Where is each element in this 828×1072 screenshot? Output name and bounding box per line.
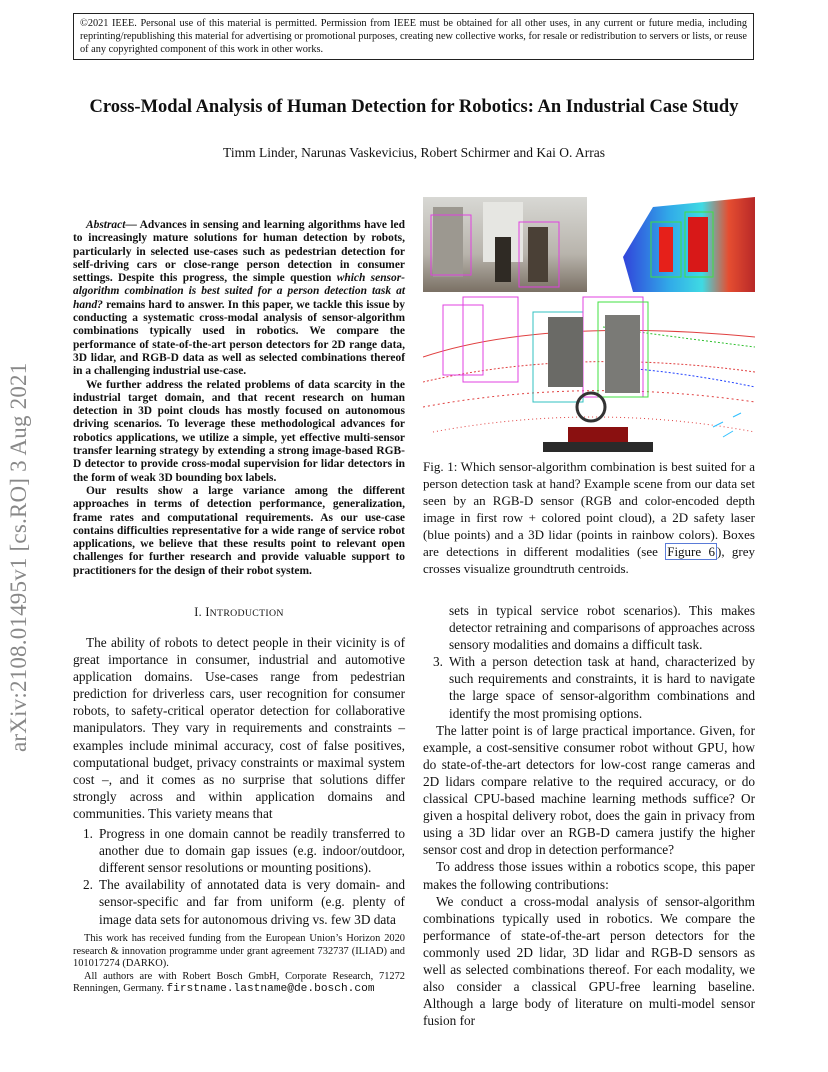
right-column-body (423, 602, 755, 1029)
intro-paragraph-4: We conduct a cross-modal analysis of sensor-algorithm combinations typically used in robotics. We compare the performance of state-of-the-art person detectors for the commonly used 2D lidar, 3D lidar and RGB-D sensors as well as selected combinations thereof. For each modality, we also consider a classical GPU-free learning baseline. Although a large body of literature on multi-model sensor fusion for (423, 893, 755, 1029)
list-item: 2. The availability of annotated data is very domain- and sensor-specific and far from uniform (e.g. plenty of image data sets for autonomous driving vs. few 3D data (83, 877, 405, 927)
contribution-list-left (73, 825, 405, 928)
figure-1-image (423, 197, 755, 452)
funding-note: This work has received funding from the European Union’s Horizon 2020 research & innovation programme under grant agreement 732737 (ILIAD) and 101017274 (DARKO). (73, 933, 405, 970)
section-heading-introduction: I. INTRODUCTION (194, 605, 284, 619)
footnote (73, 933, 405, 996)
list-item: 1. Progress in one domain cannot be readily transferred to another due to domain gap issues (e.g. indoor/outdoor, different sensor resolutions or mounting positions). (83, 826, 405, 876)
arxiv-identifier: arXiv:2108.01495v1 [cs.RO] 3 Aug 2021 (6, 362, 31, 752)
abstract-paragraph-2: We further address the related problems of data scarcity in the industrial target domain, and that recent research on human detection in 3D point clouds has mostly focused on autonomous driving scenarios. To leverage these methodological advances for robotics applications, we utilize a simple, yet effective multi-sensor transfer learning strategy by extending a strong image-based RGB-D detector to provide cross-modal supervision for lidar detectors in the form of weak 3D bounding box labels. (73, 378, 405, 484)
abstract-paragraph-3: Our results show a large variance among the different approaches in terms of detection performance, generalization, frame rates and computational requirements. As our use-case contains difficulties representative for a wide range of service robot applications, we believe that these results point to relevant open challenges for further research and provide valuable support to practitioners for the design of their robot system. (73, 484, 405, 577)
sensor-scene-illustration (423, 197, 755, 452)
author-list: Timm Linder, Narunas Vaskevicius, Robert Schirmer and Kai O. Arras (223, 145, 605, 160)
intro-paragraph-2: The latter point is of large practical importance. Given, for example, a cost-sensitive consumer robot without GPU, how do state-of-the-art detectors for low-cost range cameras and 2D lidars compare relative to the required accuracy, or do classical CPU-based machine learning methods suffice? Or given a hospital delivery robot, does the gain in privacy from using a 3D lidar over an RGB-D camera justify the higher sensor cost and drop in detection performance? (423, 722, 755, 858)
intro-paragraph-1: The ability of robots to detect people in their vicinity is of great importance in consumer, industrial and automotive application domains. Use-cases range from pedestrian prediction for driverless cars, user recognition for consumer robots, to safety-critical operator detection for collaborative manipulators. They vary in requirements and constraints – examples include minimal accuracy, cost of false positives, computational budget, privacy constraints or maximal system cost –, and it comes as no surprise that solutions differ strongly across and within application domains and communities. This variety means that (73, 635, 405, 821)
abstract (73, 219, 405, 578)
figure-1-caption: Fig. 1: Which sensor-algorithm combination is best suited for a person detection task at hand? Example scene from our data set seen by an RGB-D sensor (RGB and color-encoded depth image in first row + colored point cloud), a 2D safety laser (blue points) and a 3D lidar (points in rainbow colors). Boxes are detections in different modalities (see Figure 6 ), grey crosses visualize groundtruth centroids. (423, 459, 755, 576)
email-address: firstname.lastname@de.bosch.com (166, 983, 375, 996)
list-item: 3. With a person detection task at hand, characterized by such requirements and constraints, it is hard to navigate the large space of sensor-algorithm combinations and identify the most promising options. (433, 654, 755, 721)
contribution-list-right (423, 602, 755, 722)
left-column-body (73, 634, 405, 928)
figure-6-link[interactable]: Figure 6 (667, 544, 715, 559)
abstract-paragraph-1: Abstract— Advances in sensing and learning algorithms have led to increasingly mature solutions for human detection by robots, particularly in selected use-cases such as pedestrian detection for self-driving cars or close-range person detection in consumer settings. Despite this progress, the simple question which sensor-algorithm combination is best suited for a person detection task at hand? remains hard to answer. In this paper, we tackle this issue by conducting a systematic cross-modal analysis of sensor-algorithm combinations typically used in robotics. We compare the performance of state-of-the-art person detectors for 2D range data, 3D lidar, and RGB-D data as well as selected combinations thereof in a challenging industrial use-case. (73, 219, 405, 378)
intro-paragraph-3: To address those issues within a robotics scope, this paper makes the following contributions: (423, 859, 755, 892)
abstract-label: Abstract (86, 219, 126, 231)
paper-title: Cross-Modal Analysis of Human Detection for Robotics: An Industrial Case Study (89, 97, 739, 117)
affiliation-note: All authors are with Robert Bosch GmbH, Corporate Research, 71272 Renningen, Germany. firstname.lastname@de.bosch.com (73, 970, 405, 996)
list-item: sets in typical service robot scenarios). This makes detector retraining and comparisons of approaches across sensory modalities and domains a difficult task. (449, 603, 755, 653)
copyright-notice: ©2021 IEEE. Personal use of this material is permitted. Permission from IEEE must be obtained for all other uses, in any current or future media, including reprinting/republishing this material for advertising or promotional purposes, creating new collective works, for resale or redistribution to servers or lists, or reuse of any copyrighted component of this work in other works. (73, 13, 754, 60)
